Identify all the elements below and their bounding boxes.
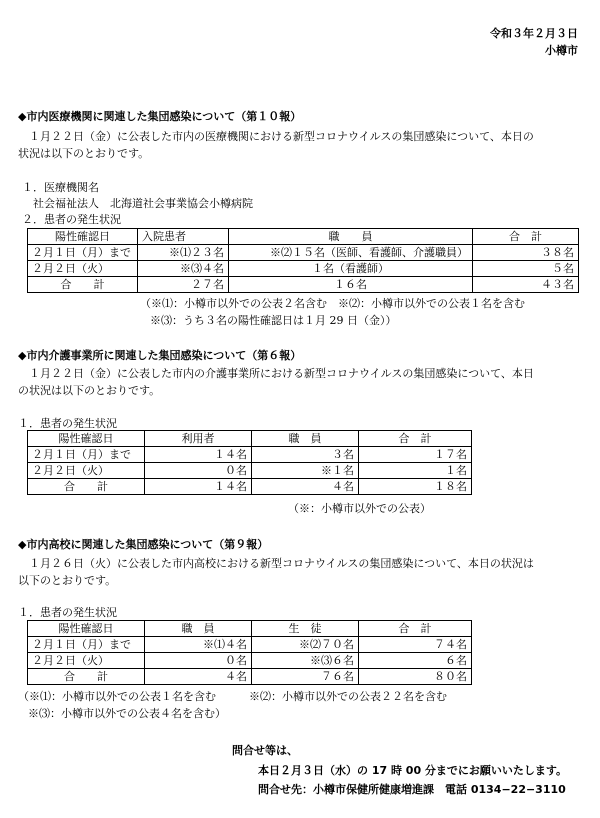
- table-header-cell: 生 徒: [252, 621, 359, 637]
- table-cell: １名（看護師）: [229, 261, 473, 277]
- table-cell: ３名: [252, 447, 359, 463]
- table-header-cell: 利用者: [145, 431, 252, 447]
- table-header-cell: 合 計: [359, 431, 472, 447]
- section3-note2: ※⑶：小樽市以外での公表４名を含む）: [28, 707, 226, 720]
- table-cell: 合 計: [28, 669, 145, 685]
- table-cell: ※⑴２３名: [138, 245, 229, 261]
- table-cell: １名: [359, 463, 472, 479]
- table-cell: ２月１日（月）まで: [28, 245, 138, 261]
- table-header-row: [28, 431, 472, 447]
- table-cell: ８０名: [359, 669, 472, 685]
- table-cell: ※１名: [252, 463, 359, 479]
- section2-note1: （※：小樽市以外での公表）: [288, 502, 431, 515]
- section1-intro-line2: 状況は以下のとおりです。: [18, 147, 150, 160]
- table-cell: １８名: [359, 479, 472, 495]
- section1-note2: ※⑶：うち３名の陽性確認日は１月 29 日（金））: [150, 314, 397, 327]
- table-header-cell: 職 員: [229, 229, 473, 245]
- table-cell: １４名: [145, 447, 252, 463]
- section1-intro-line1: １月２２日（金）に公表した市内の医療機関における新型コロナウイルスの集団感染について、本日の: [18, 130, 534, 143]
- table-cell: ０名: [145, 653, 252, 669]
- table-cell: ※⑶４名: [138, 261, 229, 277]
- table-cell: ４名: [252, 479, 359, 495]
- section2-table: [27, 430, 472, 495]
- table-cell: ２月２日（火）: [28, 463, 145, 479]
- section1-item1: １．医療機関名: [22, 181, 99, 194]
- table-cell: ７４名: [359, 637, 472, 653]
- section1-title: ◆市内医療機関に関連した集団感染について（第１０報）: [18, 110, 302, 123]
- table-cell: ※⑵７０名: [252, 637, 359, 653]
- table-header-row: [28, 621, 472, 637]
- table-cell: 合 計: [28, 479, 145, 495]
- table-total-row: [28, 669, 472, 685]
- section2-intro-line2: の状況は以下のとおりです。: [18, 384, 161, 397]
- table-cell: ２月２日（火）: [28, 653, 145, 669]
- table-header-cell: 陽性確認日: [28, 621, 145, 637]
- section3-title: ◆市内高校に関連した集団感染について（第９報）: [18, 538, 269, 551]
- table-header-cell: 入院患者: [138, 229, 229, 245]
- table-header-cell: 職 員: [252, 431, 359, 447]
- table-header-row: [28, 229, 579, 245]
- table-header-cell: 職 員: [145, 621, 252, 637]
- table-cell: ※⑵１５名（医師、看護師、介護職員）: [229, 245, 473, 261]
- contact-intro: 問合せ等は、: [232, 744, 298, 757]
- section1-item2: ２．患者の発生状況: [22, 213, 121, 226]
- table-row: [28, 447, 472, 463]
- section1-table: [27, 228, 579, 293]
- table-cell: 合 計: [28, 277, 138, 293]
- section2-item1: １．患者の発生状況: [18, 417, 117, 430]
- table-row: [28, 653, 472, 669]
- section3-intro-line1: １月２６日（火）に公表した市内高校における新型コロナウイルスの集団感染について、本日の状況は: [18, 557, 534, 570]
- table-cell: ２月１日（月）まで: [28, 447, 145, 463]
- table-cell: １４名: [145, 479, 252, 495]
- section1-note1: （※⑴：小樽市以外での公表２名含む ※⑵：小樽市以外での公表１名を含む: [140, 297, 525, 310]
- table-cell: ２７名: [138, 277, 229, 293]
- table-cell: ７６名: [252, 669, 359, 685]
- table-total-row: [28, 479, 472, 495]
- table-cell: ０名: [145, 463, 252, 479]
- table-header-cell: 陽性確認日: [28, 431, 145, 447]
- table-cell: ※⑶６名: [252, 653, 359, 669]
- table-header-cell: 合 計: [359, 621, 472, 637]
- table-row: [28, 637, 472, 653]
- table-row: [28, 261, 579, 277]
- table-total-row: [28, 277, 579, 293]
- section3-table: [27, 620, 472, 685]
- contact-deadline: 本日２月３日（水）の 17 時 00 分までにお願いいたします。: [258, 764, 568, 777]
- table-row: [28, 463, 472, 479]
- table-cell: ６名: [359, 653, 472, 669]
- contact-info: 問合せ先：小樽市保健所健康増進課 電話 0134−22−3110: [258, 783, 566, 796]
- table-cell: ３８名: [473, 245, 579, 261]
- table-cell: ※⑴４名: [145, 637, 252, 653]
- table-cell: ２月２日（火）: [28, 261, 138, 277]
- table-cell: ２月１日（月）まで: [28, 637, 145, 653]
- table-header-cell: 陽性確認日: [28, 229, 138, 245]
- table-header-cell: 合 計: [473, 229, 579, 245]
- table-cell: ４名: [145, 669, 252, 685]
- section2-title: ◆市内介護事業所に関連した集団感染について（第６報）: [18, 349, 302, 362]
- table-cell: ５名: [473, 261, 579, 277]
- section1-facility-name: 社会福祉法人 北海道社会事業協会小樽病院: [22, 197, 253, 210]
- section3-intro-line2: 以下のとおりです。: [18, 574, 117, 587]
- table-row: [28, 245, 579, 261]
- section2-intro-line1: １月２２日（金）に公表した市内の介護事業所における新型コロナウイルスの集団感染について、本日: [18, 367, 534, 380]
- section3-item1: １．患者の発生状況: [18, 606, 117, 619]
- section3-note1: （※⑴：小樽市以外での公表１名を含む ※⑵：小樽市以外での公表２２名を含む: [18, 690, 447, 703]
- document-date: 令和３年２月３日: [490, 27, 578, 40]
- table-cell: １６名: [229, 277, 473, 293]
- issuer-city: 小樽市: [545, 44, 578, 57]
- table-cell: ４３名: [473, 277, 579, 293]
- table-cell: １７名: [359, 447, 472, 463]
